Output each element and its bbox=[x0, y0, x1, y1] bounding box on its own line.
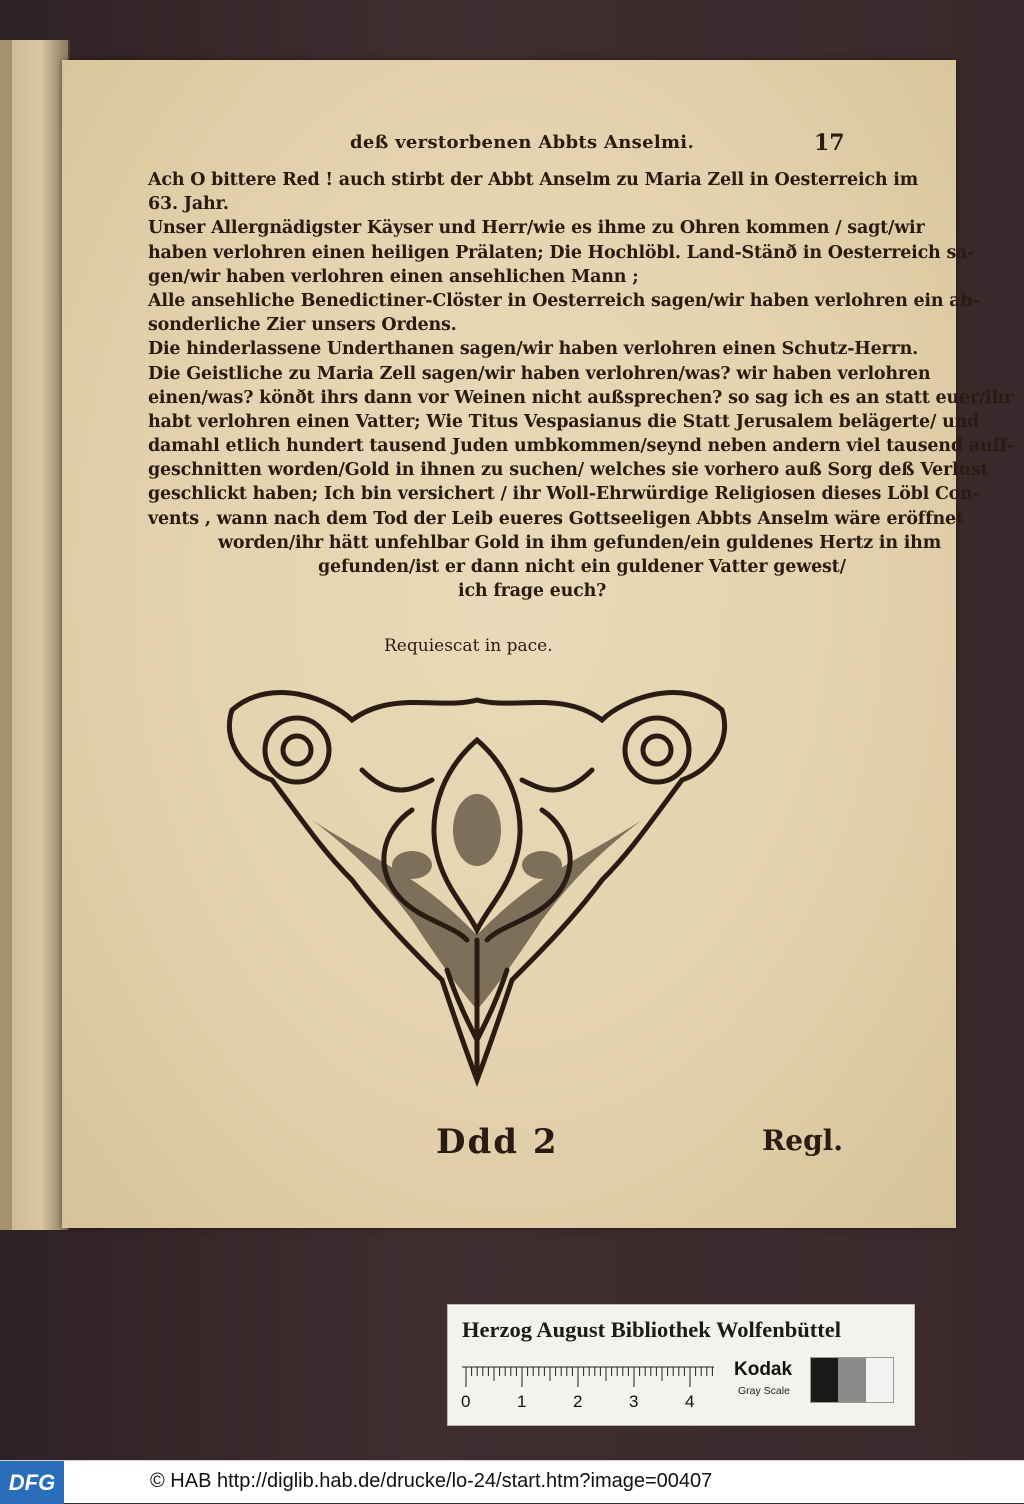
measurement-ruler bbox=[462, 1365, 714, 1411]
ruler-number: 2 bbox=[573, 1392, 583, 1411]
gray-patch bbox=[811, 1358, 838, 1402]
catchword: Regl. bbox=[762, 1124, 844, 1157]
gray-patch bbox=[866, 1358, 893, 1402]
text-line: geschlickt haben; Ich bin versichert / ihr Woll-Ehrwürdige Religiosen dieses Löbl Con- bbox=[148, 484, 980, 505]
footer-bar bbox=[0, 1460, 1024, 1503]
library-name: Herzog August Bibliothek Wolfenbüttel bbox=[462, 1317, 841, 1342]
text-line: 63. Jahr. bbox=[148, 194, 229, 215]
text-line: einen/was? könðt ihrs dann vor Weinen nicht außsprechen? so sag ich es an statt euer/ihr bbox=[148, 387, 1014, 408]
ruler-number: 1 bbox=[517, 1392, 527, 1411]
text-line: Ach O bittere Red ! auch stirbt der Abbt Anselm zu Maria Zell in Oesterreich im bbox=[148, 170, 919, 190]
gray-scale-patches bbox=[810, 1357, 894, 1403]
ruler-number: 4 bbox=[685, 1392, 695, 1411]
copyright-link[interactable]: © HAB http://diglib.hab.de/drucke/lo-24/start.htm?image=00407 bbox=[150, 1470, 713, 1492]
text-line: worden/ihr hätt unfehlbar Gold in ihm gefunden/ein guldenes Hertz in ihm bbox=[218, 532, 942, 553]
text-line: Alle ansehliche Benedictiner-Clöster in Oesterreich sagen/wir haben verlohren ein ab- bbox=[148, 290, 980, 311]
text-line: Die Geistliche zu Maria Zell sagen/wir haben verlohren/was? wir haben verlohren bbox=[148, 363, 931, 384]
text-line: gen/wir haben verlohren einen ansehlichen Mann ; bbox=[148, 266, 639, 287]
gray-patch bbox=[838, 1358, 865, 1402]
body-text bbox=[148, 168, 1014, 603]
dfg-logo[interactable]: DFG bbox=[0, 1461, 64, 1504]
text-line: geschnitten worden/Gold in ihnen zu suchen/ welches sie vorhero auß Sorg deß Verlust bbox=[148, 460, 989, 481]
kodak-brand: Kodak bbox=[734, 1359, 793, 1380]
ruler-number: 3 bbox=[629, 1392, 639, 1411]
page-number: 17 bbox=[814, 130, 845, 156]
text-line: damahl etlich hundert tausend Juden umbkommen/seynd neben andern viel tausend auff- bbox=[148, 436, 1014, 457]
floral-tailpiece-ornament bbox=[212, 680, 742, 1100]
text-line: gefunden/ist er dann nicht ein guldener Vatter gewest/ bbox=[318, 557, 846, 577]
text-line: ich frage euch? bbox=[458, 581, 607, 602]
text-line: Die hinderlassene Underthanen sagen/wir haben verlohren einen Schutz-Herrn. bbox=[148, 339, 918, 360]
facing-page-fold bbox=[0, 40, 12, 1230]
text-line: vents , wann nach dem Tod der Leib eueres Gottseeligen Abbts Anselm wäre eröffnet bbox=[148, 508, 964, 529]
ruler-number: 0 bbox=[461, 1392, 471, 1411]
running-head: deß verstorbenen Abbts Anselmi. bbox=[349, 132, 695, 153]
gray-scale-caption: Gray Scale bbox=[738, 1385, 790, 1397]
text-line: sonderliche Zier unsers Ordens. bbox=[148, 315, 457, 336]
text-line: haben verlohren einen heiligen Prälaten; Die Hochlöbl. Land-Stänð in Oesterreich sa- bbox=[148, 242, 975, 263]
text-line: habt verlohren einen Vatter; Wie Titus Vespasianus die Statt Jerusalem belägerte/ und bbox=[148, 411, 980, 432]
library-color-target-label bbox=[447, 1304, 915, 1426]
text-line: Unser Allergnädigster Käyser und Herr/wie es ihme zu Ohren kommen / sagt/wir bbox=[148, 218, 925, 239]
requiescat-line: Requiescat in pace. bbox=[384, 636, 553, 656]
book-page bbox=[62, 60, 1014, 1228]
signature-mark: Ddd 2 bbox=[436, 1122, 559, 1162]
